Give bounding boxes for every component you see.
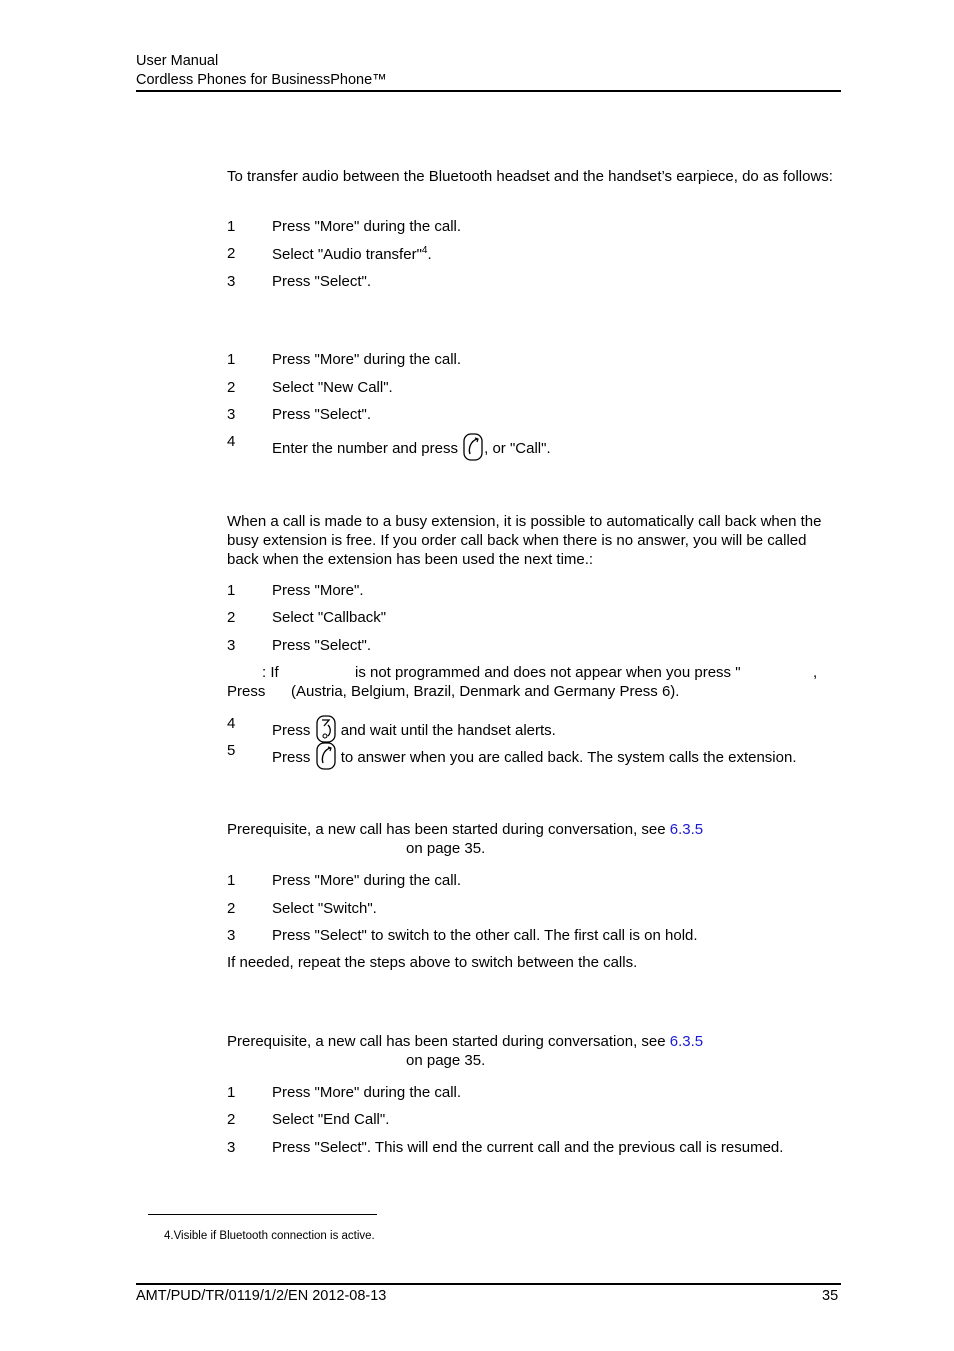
step-text: Press "Select" to switch to the other call. The first call is on hold. xyxy=(272,927,698,944)
step-text: Select "Callback" xyxy=(272,609,387,626)
step-text: Select "Switch". xyxy=(272,900,377,917)
audio-transfer-intro: To transfer audio between the Bluetooth headset and the handset’s earpiece, do as follows: xyxy=(227,168,833,185)
page-reference: on page 35. xyxy=(406,1052,486,1069)
phone-callback-icon xyxy=(316,715,336,743)
step-number: 2 xyxy=(227,1111,236,1128)
step-number: 4 xyxy=(227,715,236,732)
step-text: Select "New Call". xyxy=(272,379,393,396)
step-text: Press "Select". xyxy=(272,406,372,423)
step-text: Select "Audio transfer"$^4$. xyxy=(272,245,432,263)
step-number: 3 xyxy=(227,637,236,654)
note-text: is not programmed and does not appear when you press " xyxy=(355,664,741,681)
step-number: 4 xyxy=(227,433,236,450)
page-reference: on page 35. xyxy=(406,840,486,857)
step-text: Press "More" during the call. xyxy=(272,351,462,368)
step-text: Press to answer when you are called back. The system calls the extension. xyxy=(272,742,796,770)
step-text: Press "Select". xyxy=(272,273,372,290)
step-number: 3 xyxy=(227,1139,236,1156)
step-number: 1 xyxy=(227,1084,236,1101)
step-number: 3 xyxy=(227,273,236,290)
step-number: 3 xyxy=(227,406,236,423)
step-number: 5 xyxy=(227,742,236,759)
footer-rule xyxy=(136,1283,841,1285)
footnote-ref[interactable]: 4 xyxy=(421,245,428,256)
step-number: 2 xyxy=(227,379,236,396)
prerequisite-text: Prerequisite, a new call has been started during conversation, see 6.3.5 xyxy=(227,821,704,838)
header-subtitle: Cordless Phones for BusinessPhone™ xyxy=(136,72,387,88)
step-text: Select "End Call". xyxy=(272,1111,390,1128)
header-rule xyxy=(136,90,841,92)
step-number: 2 xyxy=(227,245,236,262)
step-text: Press "More" during the call. xyxy=(272,218,462,235)
note-text: (Austria, Belgium, Brazil, Denmark and Germany Press 6). xyxy=(291,683,680,700)
phone-call-icon xyxy=(463,433,483,461)
step-text: Press "Select". This will end the current call and the previous call is resumed. xyxy=(272,1139,784,1156)
note-text: Press xyxy=(227,683,266,700)
note-text: , xyxy=(813,664,818,681)
header-title: User Manual xyxy=(136,53,219,69)
step-number: 1 xyxy=(227,351,236,368)
footnote-rule xyxy=(148,1214,377,1215)
step-text: Press "More" during the call. xyxy=(272,872,462,889)
step-text: Enter the number and press , or "Call". xyxy=(272,433,551,461)
footnote: 4.Visible if Bluetooth connection is active. xyxy=(164,1230,375,1242)
step-number: 3 xyxy=(227,927,236,944)
note-text: : If xyxy=(262,664,279,681)
callback-intro: When a call is made to a busy extension, it is possible to automatically call back when the busy extension is free. If you order call back when there is no answer, you will be called back when the extension has been used the next time.: xyxy=(227,513,822,568)
step-number: 1 xyxy=(227,218,236,235)
step-number: 2 xyxy=(227,609,236,626)
step-number: 2 xyxy=(227,900,236,917)
prerequisite-text: Prerequisite, a new call has been started during conversation, see 6.3.5 xyxy=(227,1033,704,1050)
document-id: AMT/PUD/TR/0119/1/2/EN 2012-08-13 xyxy=(136,1288,387,1304)
step-text: Press "More" during the call. xyxy=(272,1084,462,1101)
step-number: 1 xyxy=(227,582,236,599)
step-text: Press "More". xyxy=(272,582,364,599)
phone-call-icon xyxy=(316,742,336,770)
section-link[interactable]: 6.3.5 xyxy=(669,821,704,838)
step-number: 1 xyxy=(227,872,236,889)
section-link[interactable]: 6.3.5 xyxy=(669,1033,704,1050)
step-text: Press and wait until the handset alerts. xyxy=(272,715,556,743)
repeat-note: If needed, repeat the steps above to switch between the calls. xyxy=(227,954,638,971)
step-text: Press "Select". xyxy=(272,637,372,654)
page-number: 35 xyxy=(822,1288,839,1304)
